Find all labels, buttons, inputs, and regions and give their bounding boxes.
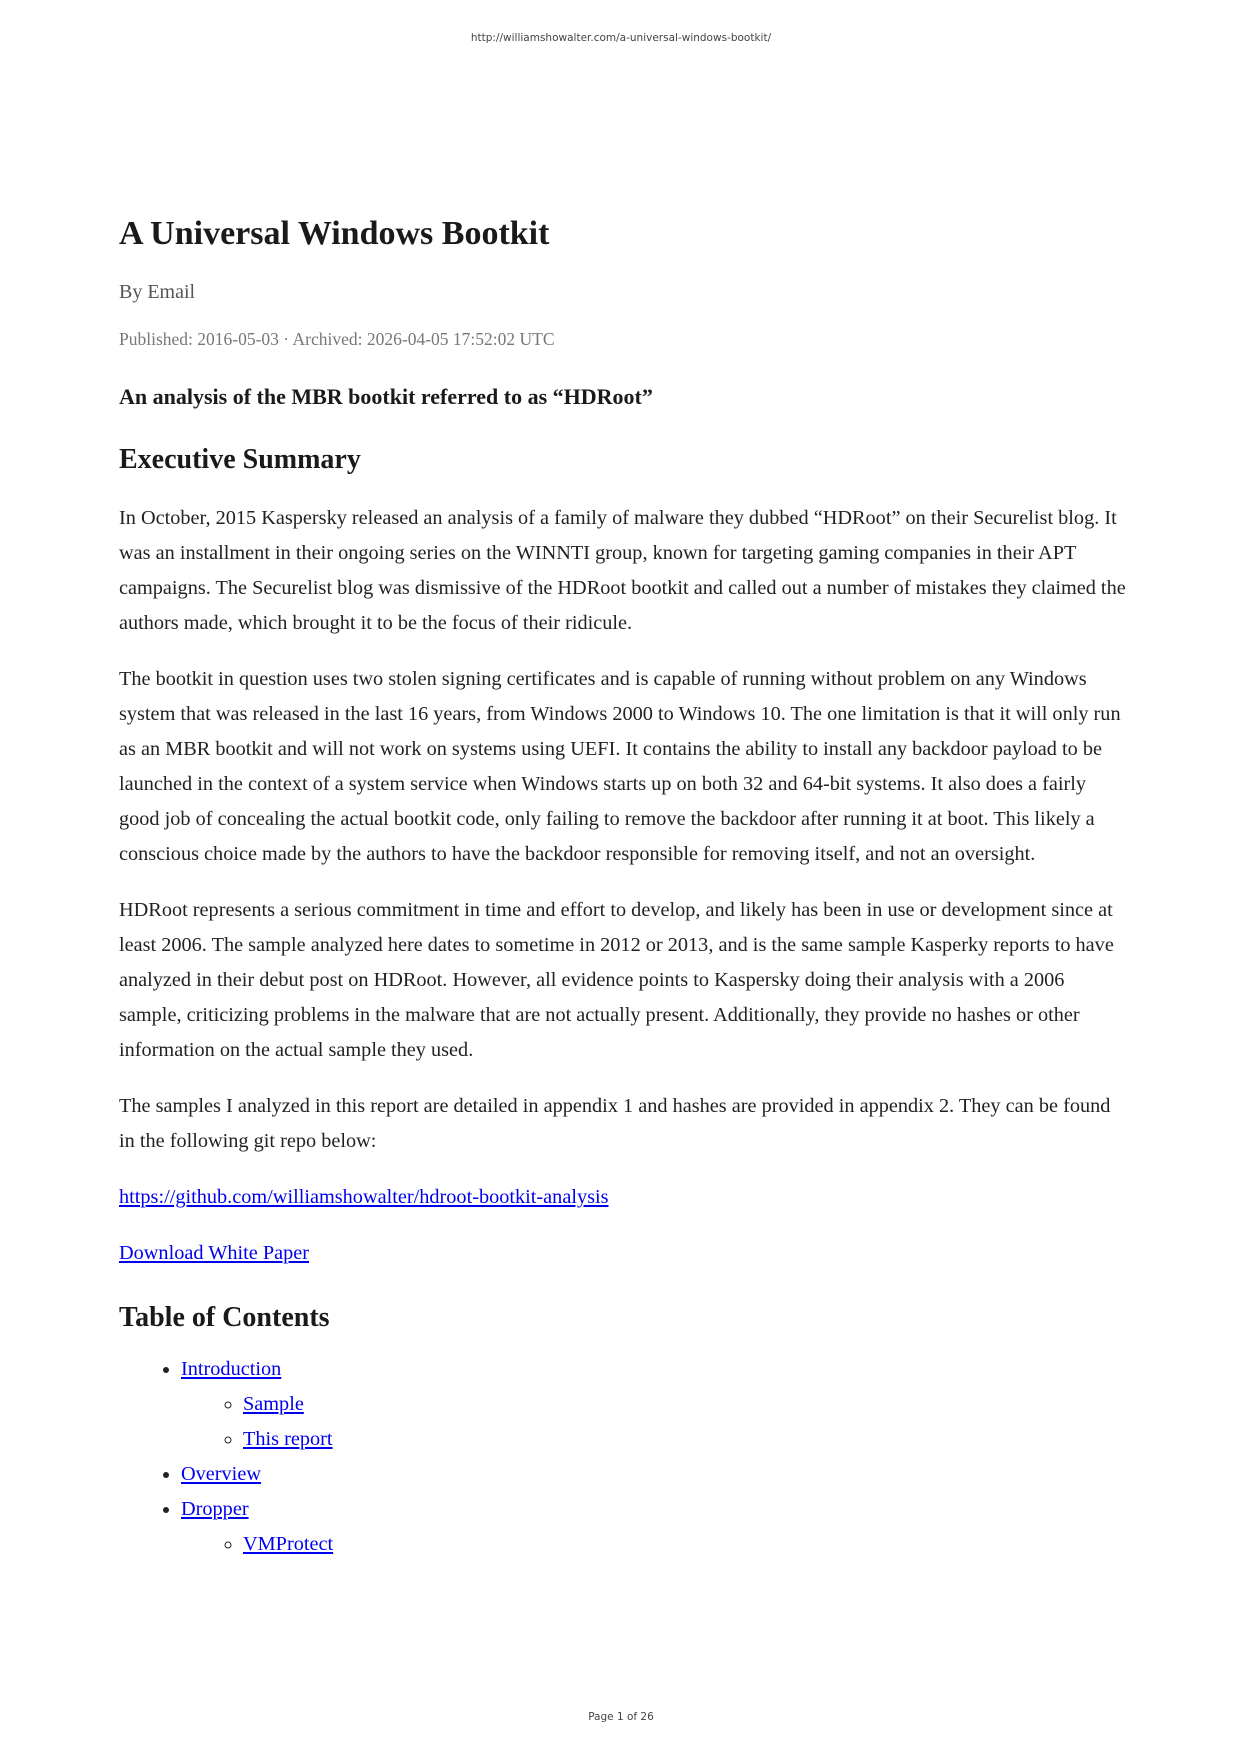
toc-link-overview[interactable]: Overview (181, 1463, 261, 1485)
toc-link-sample[interactable]: Sample (243, 1393, 304, 1415)
toc-subitem (243, 1422, 1129, 1457)
paragraph: The bootkit in question uses two stolen signing certificates and is capable of running without problem on any Windows system that was released in the last 16 years, from Windows 2000 to Windows 10. The one limitation is that it will only run as an MBR bootkit and will not work on systems using UEFI. It contains the ability to install any backdoor payload to be launched in the context of a system service when Windows starts up on both 32 and 64-bit systems. It also does a fairly good job of concealing the actual bootkit code, only failing to remove the backdoor after running it at boot. This likely a conscious choice made by the authors to have the backdoor responsible for removing itself, and not an oversight. (119, 668, 1121, 865)
toc-subitem (243, 1387, 1129, 1422)
toc-link-this-report[interactable]: This report (243, 1428, 333, 1450)
paragraph: HDRoot represents a serious commitment in time and effort to develop, and likely has been in use or development since at least 2006. The sample analyzed here dates to sometime in 2012 or 2013, and is the same sample Kasperky reports to have analyzed in their debut post on HDRoot. However, all evidence points to Kaspersky doing their analysis with a 2006 sample, criticizing problems in the malware that are not actually present. Additionally, they provide no hashes or other information on the actual sample they used. (119, 899, 1114, 1061)
repo-link[interactable]: https://github.com/williamshowalter/hdroot-bootkit-analysis (119, 1186, 609, 1208)
page-number: Page 1 of 26 (588, 1711, 654, 1723)
publish-meta: Published: 2016-05-03 · Archived: 2026-04-05 17:52:02 UTC (119, 329, 555, 349)
executive-summary-heading: Executive Summary (119, 444, 361, 475)
page-title: A Universal Windows Bootkit (119, 215, 550, 252)
toc-link-dropper[interactable]: Dropper (181, 1498, 249, 1520)
paragraph: The samples I analyzed in this report are detailed in appendix 1 and hashes are provided in appendix 2. They can be found in the following git repo below: (119, 1095, 1111, 1152)
download-paragraph (119, 1236, 1129, 1271)
paragraph: In October, 2015 Kaspersky released an analysis of a family of malware they dubbed “HDRoot” on their Securelist blog. It was an installment in their ongoing series on the WINNTI group, known for targeting gaming companies in their APT campaigns. The Securelist blog was dismissive of the HDRoot bootkit and called out a number of mistakes they claimed the authors made, which brought it to be the focus of their ridicule. (119, 507, 1126, 634)
repo-link-paragraph (119, 1180, 1129, 1215)
toc-heading: Table of Contents (119, 1302, 330, 1333)
toc-link-introduction[interactable]: Introduction (181, 1358, 282, 1380)
toc-item (181, 1492, 1129, 1562)
header-url: http://williamshowalter.com/a-universal-windows-bootkit/ (470, 32, 772, 44)
toc-subitem (243, 1527, 1129, 1562)
subtitle: An analysis of the MBR bootkit referred to as “HDRoot” (119, 384, 653, 409)
download-white-paper-link[interactable]: Download White Paper (119, 1242, 309, 1264)
toc-link-vmprotect[interactable]: VMProtect (243, 1533, 334, 1555)
article (119, 212, 1129, 1562)
toc-list (119, 1352, 1129, 1562)
byline: By Email (119, 281, 196, 303)
toc-item (181, 1457, 1129, 1492)
toc-item (181, 1352, 1129, 1457)
